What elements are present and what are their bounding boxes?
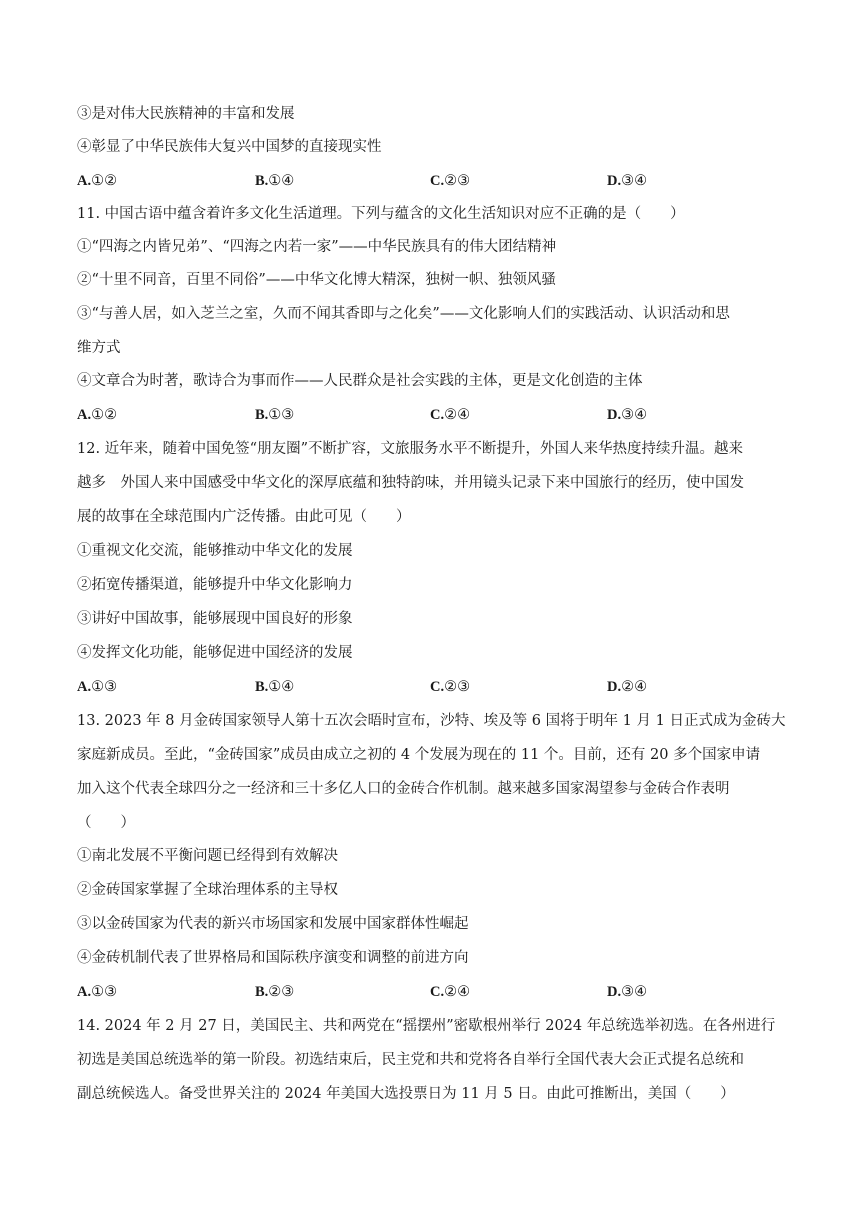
q12-option-b[interactable]: B.①④	[255, 679, 295, 695]
q11-option-d[interactable]: D.③④	[607, 407, 648, 423]
q11-stem: 11. 中国古语中蕴含着许多文化生活道理。下列与蕴含的文化生活知识对应不正确的是（ ）	[77, 206, 685, 222]
q13-option-d[interactable]: D.③④	[607, 984, 648, 1000]
q10-option-c[interactable]: C.②③	[430, 173, 471, 189]
q12-option-a[interactable]: A.①③	[77, 679, 118, 695]
q11-options	[77, 405, 787, 425]
q13-statement-1: ①南北发展不平衡问题已经得到有效解决	[77, 848, 338, 864]
q11-statement-3-line-2: 维方式	[77, 340, 121, 356]
q11-statement-1: ①“四海之内皆兄弟”、“四海之内若一家”——中华民族具有的伟大团结精神	[77, 239, 557, 255]
q13-stem-line-2: 家庭新成员。至此，“金砖国家”成员由成立之初的 4 个发展为现在的 11 个。目前，还有 20 多个国家申请	[77, 747, 761, 763]
q14-stem-line-2: 初选是美国总统选举的第一阶段。初选结束后，民主党和共和党将各自举行全国代表大会正式提名总统和	[77, 1052, 744, 1068]
q11-option-a[interactable]: A.①②	[77, 407, 118, 423]
q10-statement-3: ③是对伟大民族精神的丰富和发展	[77, 106, 295, 122]
q10-options	[77, 171, 787, 191]
q13-option-c[interactable]: C.②④	[430, 984, 471, 1000]
q12-statement-4: ④发挥文化功能，能够促进中国经济的发展	[77, 645, 353, 661]
q12-stem-line-3: 展的故事在全球范围内广泛传播。由此可见（ ）	[77, 509, 411, 525]
q13-stem-line-3: 加入这个代表全球四分之一经济和三十多亿人口的金砖合作机制。越来越多国家渴望参与金砖合作表明	[77, 781, 730, 797]
q12-options	[77, 677, 787, 697]
q12-stem-line-2: 越多 外国人来中国感受中华文化的深厚底蕴和独特韵味，并用镜头记录下来中国旅行的经历，使中国发	[77, 475, 744, 491]
q13-statement-2: ②金砖国家掌握了全球治理体系的主导权	[77, 882, 338, 898]
q12-option-c[interactable]: C.②③	[430, 679, 471, 695]
q13-option-a[interactable]: A.①③	[77, 984, 118, 1000]
q10-option-b[interactable]: B.①④	[255, 173, 295, 189]
q11-statement-3-line-1: ③“与善人居，如入芝兰之室，久而不闻其香即与之化矣”——文化影响人们的实践活动、认识活动和思	[77, 306, 730, 322]
q11-statement-2: ②“十里不同音，百里不同俗”——中华文化博大精深，独树一帜、独领风骚	[77, 272, 556, 288]
q12-option-d[interactable]: D.②④	[607, 679, 648, 695]
q13-options	[77, 982, 787, 1002]
q11-statement-4: ④文章合为时著，歌诗合为事而作——人民群众是社会实践的主体，更是文化创造的主体	[77, 373, 643, 389]
q12-statement-2: ②拓宽传播渠道，能够提升中华文化影响力	[77, 577, 353, 593]
q14-stem-line-3: 副总统候选人。备受世界关注的 2024 年美国大选投票日为 11 月 5 日。由此可推断出，美国（ ）	[77, 1086, 735, 1102]
q11-option-b[interactable]: B.①③	[255, 407, 295, 423]
q13-stem-line-1: 13. 2023 年 8 月金砖国家领导人第十五次会晤时宣布，沙特、埃及等 6 国将于明年 1 月 1 日正式成为金砖大	[77, 713, 786, 729]
q13-stem-line-4: （ ）	[77, 815, 135, 831]
q13-statement-3: ③以金砖国家为代表的新兴市场国家和发展中国家群体性崛起	[77, 916, 469, 932]
q11-option-c[interactable]: C.②④	[430, 407, 471, 423]
q10-statement-4: ④彰显了中华民族伟大复兴中国梦的直接现实性	[77, 139, 382, 155]
q10-option-a[interactable]: A.①②	[77, 173, 118, 189]
q10-option-d[interactable]: D.③④	[607, 173, 648, 189]
q12-stem-line-1: 12. 近年来，随着中国免签“朋友圈”不断扩容，文旅服务水平不断提升，外国人来华热度持续升温。越来	[77, 441, 743, 457]
q13-option-b[interactable]: B.②③	[255, 984, 295, 1000]
q12-statement-1: ①重视文化交流，能够推动中华文化的发展	[77, 543, 353, 559]
q13-statement-4: ④金砖机制代表了世界格局和国际秩序演变和调整的前进方向	[77, 950, 469, 966]
q12-statement-3: ③讲好中国故事，能够展现中国良好的形象	[77, 611, 353, 627]
q14-stem-line-1: 14. 2024 年 2 月 27 日，美国民主、共和两党在“摇摆州”密歇根州举行 2024 年总统选举初选。在各州进行	[77, 1018, 776, 1034]
